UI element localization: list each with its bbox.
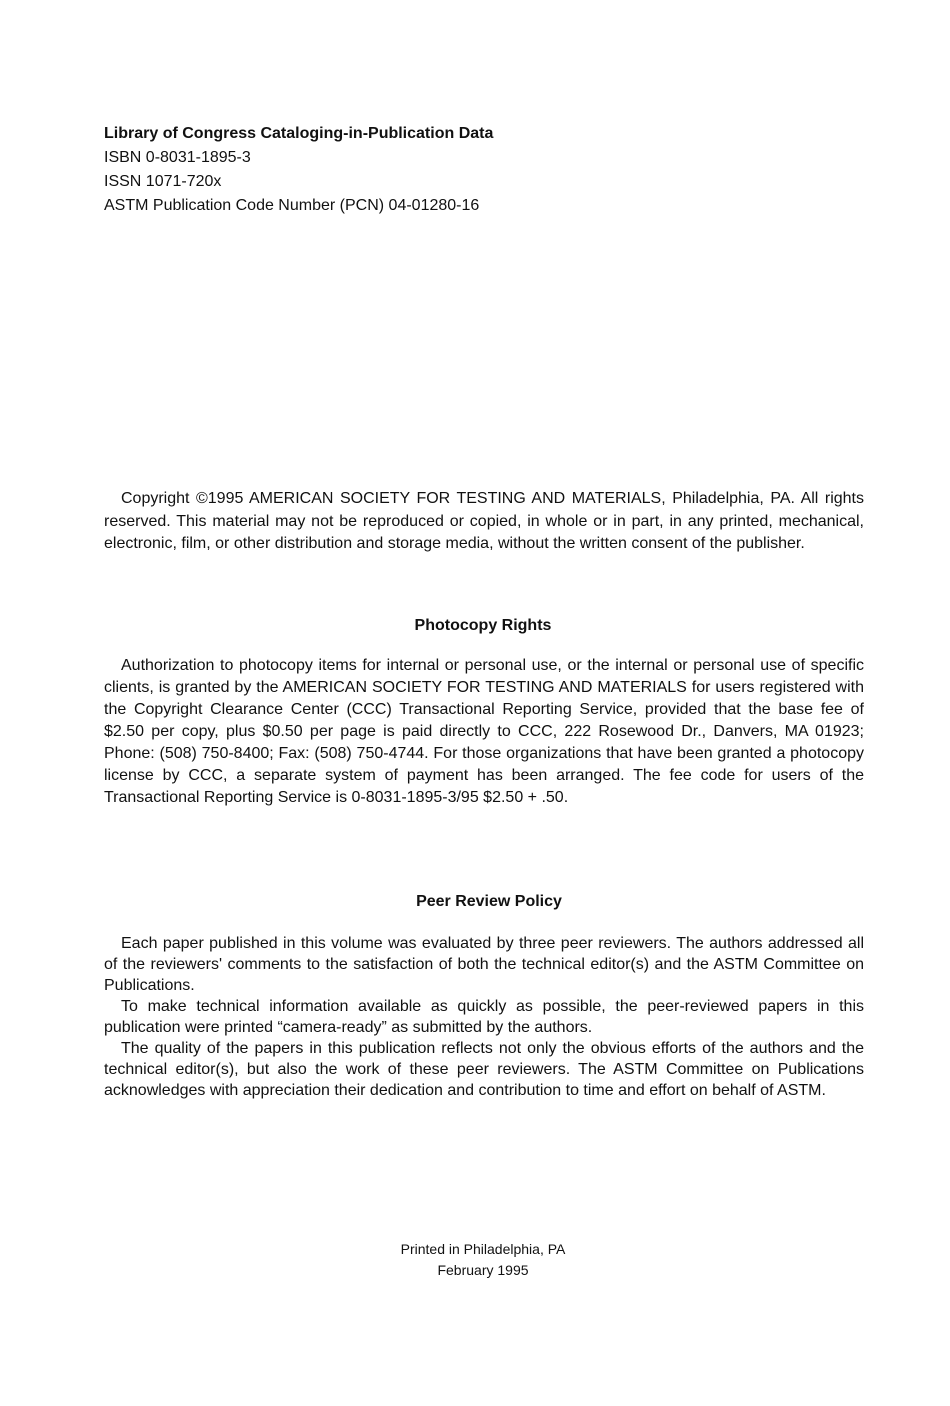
copyright-paragraph: Copyright ©1995 AMERICAN SOCIETY FOR TESTING AND MATERIALS, Philadelphia, PA. All rights reserved. This material may not be reproduced or copied, in whole or in part, in any printed, mechanical, electronic, film, or other distribution and storage media, without the written consent of the publisher. [104,490,864,552]
cataloging-data-block [104,122,864,218]
photocopy-rights-section [104,655,864,809]
issn-line: ISSN 1071-720x [104,173,222,190]
printed-place: Printed in Philadelphia, PA [400,1241,566,1257]
peer-review-paragraph: The quality of the papers in this publication reflects not only the obvious efforts of the authors and the technical editor(s), but also the work of these peer reviewers. The ASTM Committee on Publications acknowledges with appreciation their dedication and contribution to time and effort on behalf of ASTM. [104,1040,864,1099]
peer-review-paragraph: Each paper published in this volume was evaluated by three peer reviewers. The authors addressed all of the reviewers' comments to the satisfaction of both the technical editor(s) and the ASTM Committee on Publications. [104,935,864,994]
imprint-block [0,1239,950,1281]
isbn-line: ISBN 0-8031-1895-3 [104,149,251,166]
printed-date: February 1995 [437,1262,529,1278]
peer-review-heading: Peer Review Policy [416,893,562,910]
copyright-notice [104,488,864,556]
peer-review-section [104,933,864,1101]
pcn-line: ASTM Publication Code Number (PCN) 04-01280-16 [104,197,480,214]
peer-review-paragraph: To make technical information available as quickly as possible, the peer-reviewed papers in this publication were printed “camera-ready” as submitted by the authors. [104,998,864,1036]
photocopy-rights-heading: Photocopy Rights [414,617,552,634]
photocopy-rights-paragraph: Authorization to photocopy items for internal or personal use, or the internal or personal use of specific clients, is granted by the AMERICAN SOCIETY FOR TESTING AND MATERIALS for users registered with the Copyright Clearance Center (CCC) Transactional Reporting Service, provided that the base fee of $2.50 per copy, plus $0.50 per page is paid directly to CCC, 222 Rosewood Dr., Danvers, MA 01923; Phone: (508) 750-8400; Fax: (508) 750-4744. For those organizations that have been granted a photocopy license by CCC, a separate system of payment has been arranged. The fee code for users of the Transactional Reporting Service is 0-8031-1895-3/95 $2.50 + .50. [104,657,864,806]
cataloging-heading: Library of Congress Cataloging-in-Publication Data [104,125,494,142]
